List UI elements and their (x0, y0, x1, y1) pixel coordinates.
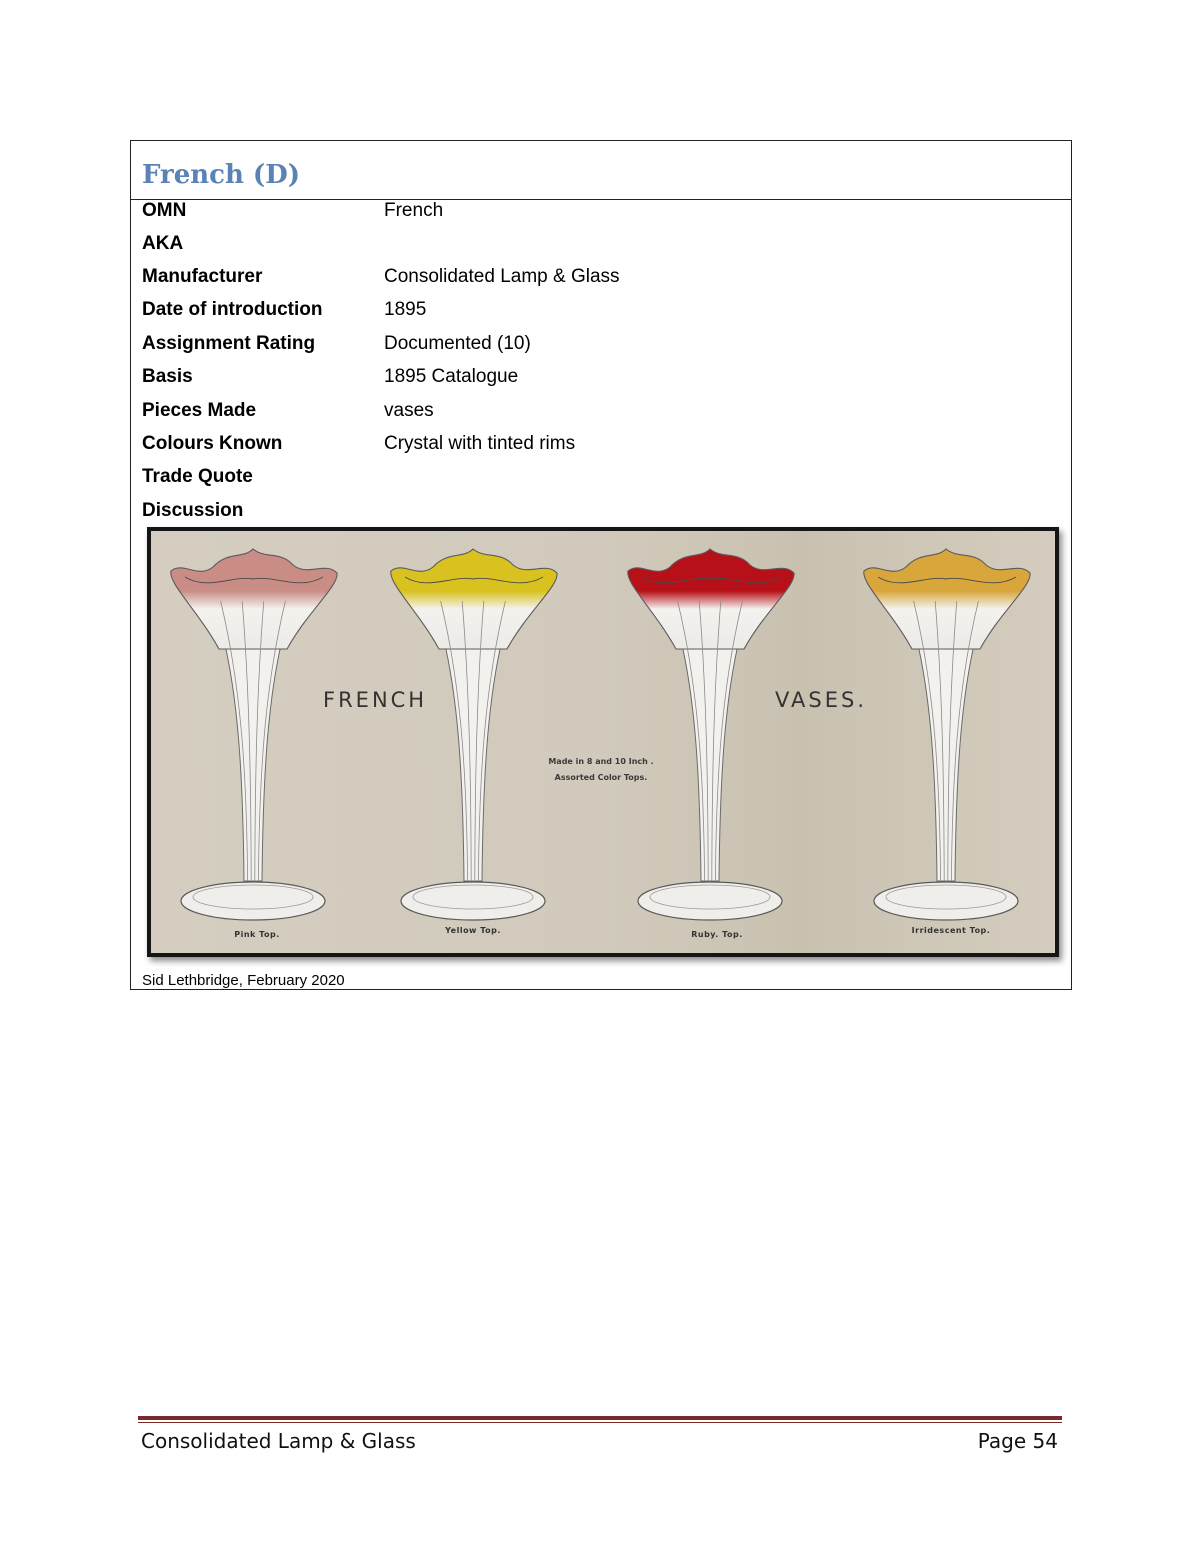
vase-caption: Irridescent Top. (911, 926, 991, 935)
field-label: Manufacturer (142, 266, 263, 287)
vase-caption: Pink Top. (234, 930, 280, 939)
field-value: French (384, 200, 444, 221)
image-credit: Sid Lethbridge, February 2020 (142, 972, 345, 989)
vase-illustration (151, 531, 1055, 953)
field-row-basis (131, 366, 1071, 399)
plate-note-colors: Assorted Color Tops. (554, 773, 648, 782)
field-row-colours (131, 433, 1071, 466)
pattern-entry-card (130, 140, 1072, 990)
field-value: Consolidated Lamp & Glass (384, 266, 620, 287)
title-row (131, 141, 1071, 200)
vase-caption: Yellow Top. (445, 926, 501, 935)
plate-note-sizes: Made in 8 and 10 Inch . (548, 757, 654, 766)
field-row-rating (131, 333, 1071, 366)
field-label: Basis (142, 366, 193, 387)
footer-rule (138, 1416, 1062, 1420)
field-label: Pieces Made (142, 400, 257, 421)
field-label: OMN (142, 200, 187, 221)
field-label: Date of introduction (142, 299, 323, 320)
field-row-pieces (131, 400, 1071, 433)
catalogue-plate-image (147, 527, 1059, 957)
plate-title-french: FRENCH (323, 688, 428, 712)
footer-company: Consolidated Lamp & Glass (141, 1429, 416, 1453)
field-label: Assignment Rating (142, 333, 316, 354)
field-value: vases (384, 400, 434, 421)
field-row-trade-quote (131, 466, 1071, 499)
pattern-title: French (D) (142, 160, 301, 190)
field-value: Documented (10) (384, 333, 531, 354)
field-label: Discussion (142, 500, 244, 521)
field-value: 1895 Catalogue (384, 366, 519, 387)
field-label: Trade Quote (142, 466, 253, 487)
footer-rule-thin (138, 1422, 1062, 1423)
vase-caption: Ruby. Top. (691, 930, 743, 939)
field-row-omn (131, 200, 1071, 233)
field-row-aka (131, 233, 1071, 266)
field-label: AKA (142, 233, 184, 254)
field-value: Crystal with tinted rims (384, 433, 576, 454)
field-label: Colours Known (142, 433, 283, 454)
plate-title-vases: VASES. (775, 688, 867, 712)
field-row-manufacturer (131, 266, 1071, 299)
field-value: 1895 (384, 299, 427, 320)
field-row-date (131, 299, 1071, 332)
page-number: Page 54 (977, 1429, 1058, 1453)
